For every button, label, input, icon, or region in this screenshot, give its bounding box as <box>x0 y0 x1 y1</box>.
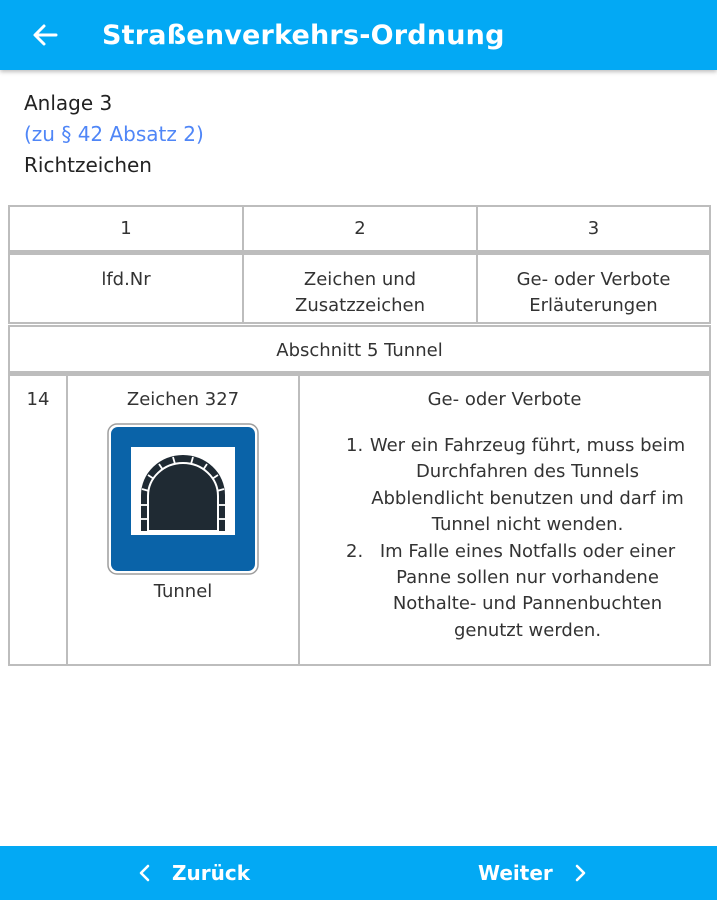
rules-cell <box>300 376 709 664</box>
previous-button[interactable] <box>138 846 250 900</box>
chevron-right-icon <box>575 864 587 882</box>
previous-button-label: Zurück <box>172 861 250 885</box>
column-header: lfd.Nr <box>10 255 244 323</box>
list-item <box>300 539 709 645</box>
list-item-text: Wer ein Fahrzeug führt, muss beim Durchfahren des Tunnels Abblendlicht benutzen und darf im Tunnel nicht wenden. <box>369 435 686 536</box>
table-row <box>8 373 711 666</box>
rules-list <box>300 433 709 644</box>
tunnel-sign-icon <box>107 423 259 575</box>
list-item-number: 2. <box>346 540 364 562</box>
column-number: 1 <box>10 207 244 250</box>
section-title: Abschnitt 5 Tunnel <box>276 340 443 361</box>
annex-label: Anlage 3 <box>24 91 113 115</box>
list-item-number: 1. <box>346 435 364 456</box>
list-item-text: Im Falle eines Notfalls oder einer Panne sollen nur vorhandene Nothalte- und Pannenbuchten genutzt werden. <box>379 540 676 641</box>
app-bar <box>0 0 717 70</box>
next-button[interactable] <box>478 846 587 900</box>
sign-caption: Tunnel <box>153 581 213 602</box>
annex-header <box>24 88 204 181</box>
arrow-left-icon <box>32 22 58 48</box>
sign-cell <box>68 376 300 664</box>
list-item <box>300 433 709 539</box>
column-number: 2 <box>244 207 478 250</box>
column-header <box>478 255 709 323</box>
rules-title: Ge- oder Verbote <box>427 389 582 410</box>
bottom-nav-bar <box>0 846 717 900</box>
category-label: Richtzeichen <box>24 153 152 177</box>
chevron-left-icon <box>138 864 150 882</box>
column-header <box>244 255 478 323</box>
column-header-text: Ge- oder Verbote Erläuterungen <box>516 269 671 316</box>
column-number: 3 <box>587 218 600 239</box>
column-header-row <box>8 252 711 324</box>
page-title: Straßenverkehrs-Ordnung <box>102 19 505 51</box>
back-button[interactable] <box>10 0 80 70</box>
section-row <box>8 325 711 373</box>
entry-number: 14 <box>10 376 68 664</box>
sign-title: Zeichen 327 <box>126 389 240 410</box>
column-header-text: Zeichen und Zusatzzeichen <box>295 269 425 316</box>
paragraph-reference-link[interactable]: (zu § 42 Absatz 2) <box>24 122 204 146</box>
next-button-label: Weiter <box>478 861 553 885</box>
column-number-row <box>8 205 711 252</box>
